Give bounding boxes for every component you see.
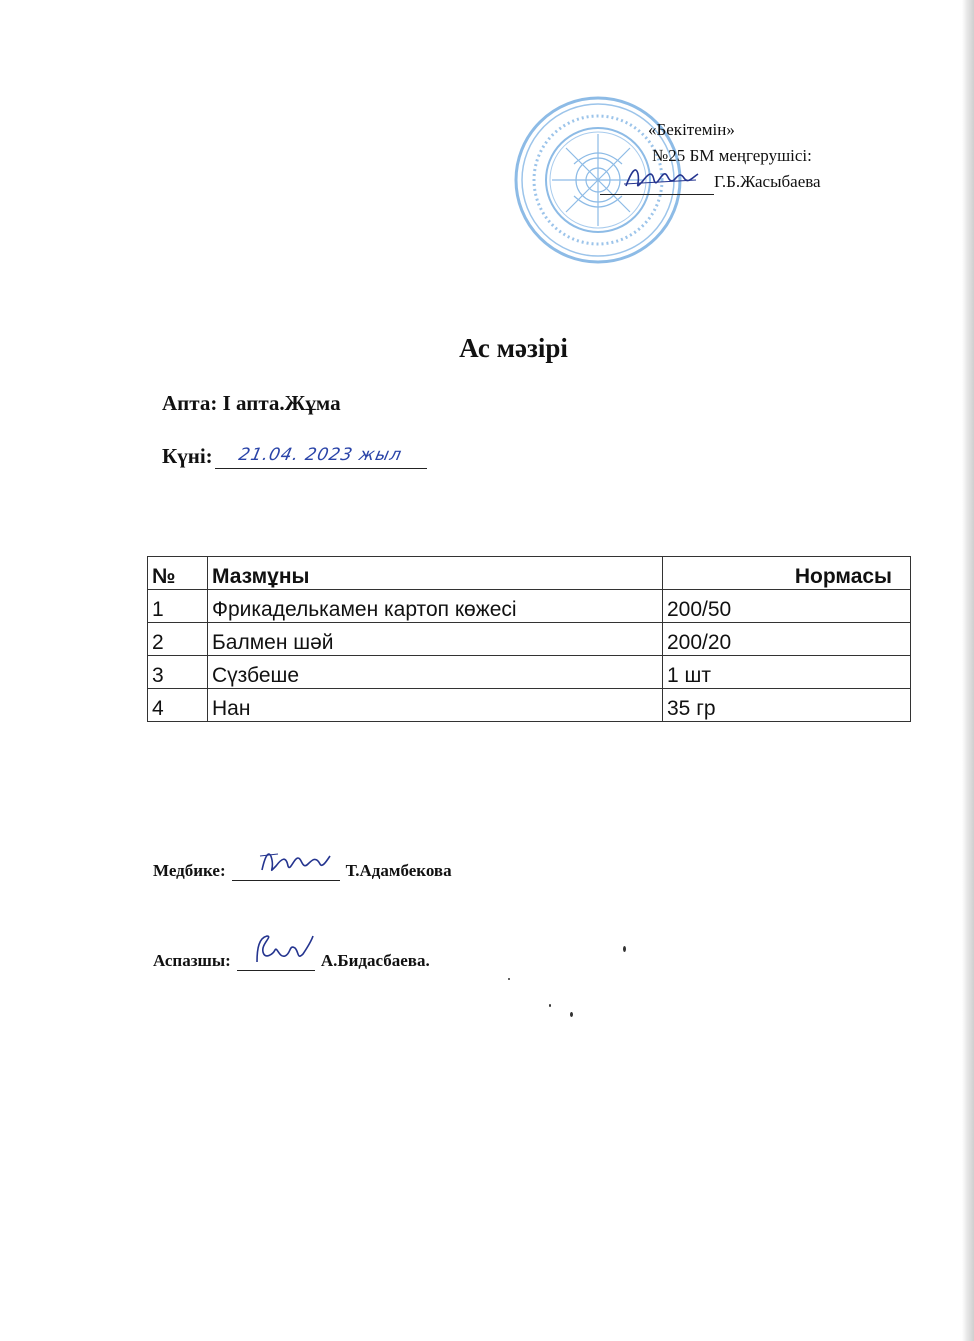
row-number: 2	[148, 623, 208, 656]
approval-heading: «Бекітемін»	[648, 120, 735, 139]
paper-speck	[549, 1004, 551, 1007]
table-row	[148, 590, 911, 623]
table-row	[148, 656, 911, 689]
cook-signature	[251, 930, 317, 970]
row-number: 1	[148, 590, 208, 623]
row-norm: 200/20	[663, 623, 911, 656]
date-label: Күні:	[162, 444, 213, 468]
date-handwritten-value: 21.04. 2023 жыл	[236, 445, 404, 465]
nurse-sign-underline	[232, 860, 340, 881]
row-norm: 1 шт	[663, 656, 911, 689]
row-dish: Фрикаделькамен картоп көжесі	[208, 590, 663, 623]
approval-signature-line	[600, 174, 714, 195]
director-signature	[622, 160, 702, 196]
table-row	[148, 623, 911, 656]
nurse-name: Т.Адамбекова	[345, 861, 452, 880]
row-number: 3	[148, 656, 208, 689]
row-norm: 200/50	[663, 590, 911, 623]
nurse-signature	[258, 844, 334, 880]
page-title: Ас мәзірі	[459, 333, 568, 363]
row-dish: Нан	[208, 689, 663, 722]
row-dish: Сүзбеше	[208, 656, 663, 689]
approval-position: №25 БМ меңгерушісі:	[652, 146, 812, 165]
row-dish: Балмен шәй	[208, 623, 663, 656]
header-content: Мазмұны	[208, 557, 663, 590]
cook-label: Аспазшы:	[153, 951, 231, 970]
header-number: №	[148, 557, 208, 590]
week-label: Апта: І апта.Жұма	[162, 391, 341, 415]
page-edge-shadow	[962, 0, 974, 1341]
table-row	[148, 689, 911, 722]
approval-block	[600, 117, 870, 195]
date-line	[162, 444, 427, 469]
cook-signature-line	[153, 950, 430, 971]
date-underline	[215, 444, 427, 469]
nurse-label: Медбике:	[153, 861, 226, 880]
cook-sign-underline	[237, 950, 315, 971]
header-norm: Нормасы	[663, 557, 911, 590]
cook-name: А.Бидасбаева.	[320, 951, 430, 970]
row-norm: 35 гр	[663, 689, 911, 722]
nurse-signature-line	[153, 860, 452, 881]
director-name: Г.Б.Жасыбаева	[714, 172, 821, 191]
paper-speck	[508, 978, 510, 980]
table-header-row	[148, 557, 911, 590]
menu-table	[147, 556, 911, 722]
paper-speck	[570, 1012, 573, 1017]
paper-speck	[623, 946, 626, 952]
row-number: 4	[148, 689, 208, 722]
